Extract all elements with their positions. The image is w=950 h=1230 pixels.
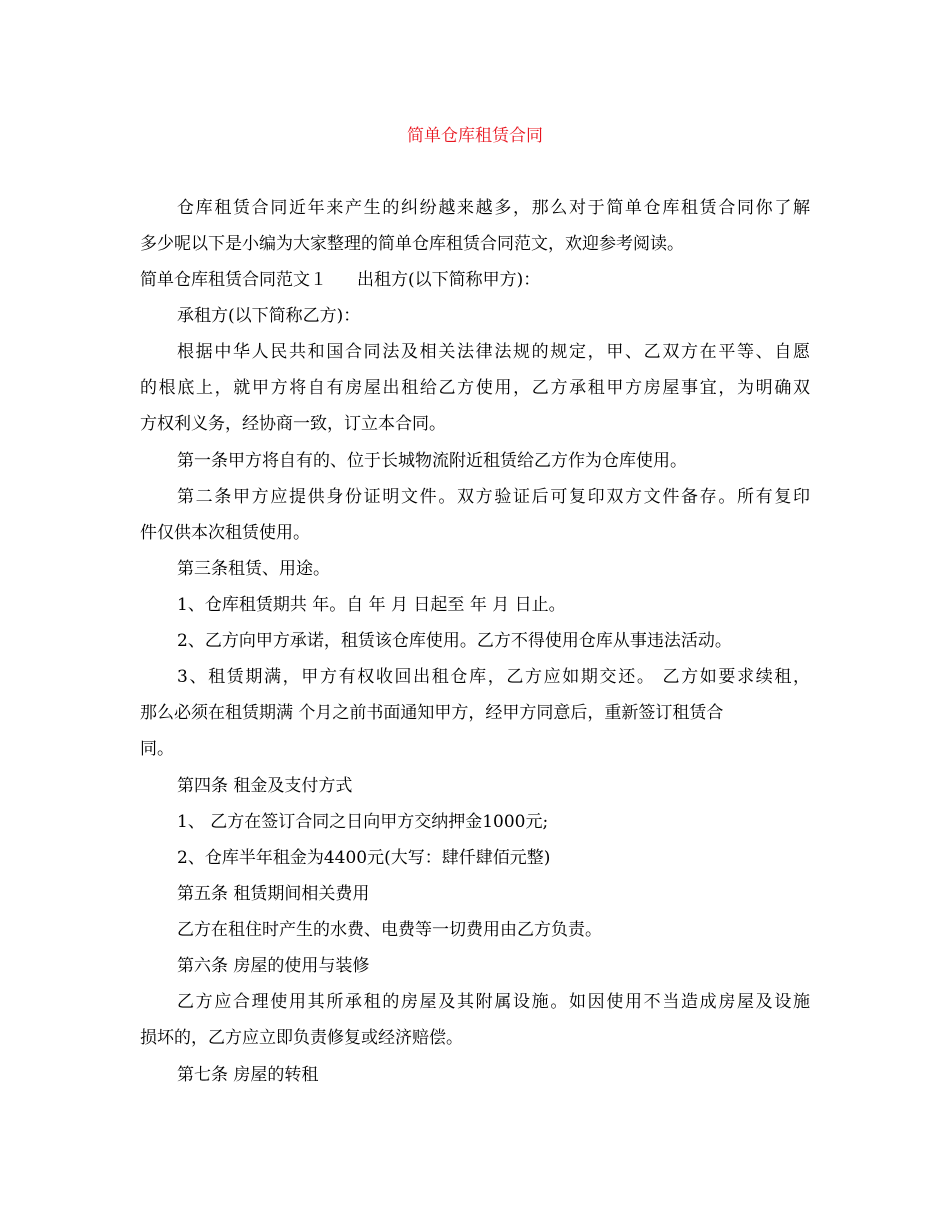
- lessor-label: 出租方(以下简称甲方)：: [357, 270, 541, 290]
- document-title: 简单仓库租赁合同: [407, 126, 543, 146]
- clause-line: 乙方在租住时产生的水费、电费等一切费用由乙方负责。: [177, 920, 602, 940]
- paragraph-line: 损坏的，乙方应立即负责修复或经济赔偿。: [140, 1028, 463, 1048]
- clause-line: 3、租赁期满，甲方有权收回出租仓库，乙方应如期交还。 乙方如要求续租，: [177, 667, 810, 687]
- article-heading: 第三条租赁、用途。: [177, 559, 330, 579]
- paragraph-line: 同。: [140, 739, 174, 759]
- paragraph-line: 仓库租赁合同近年来产生的纠纷越来越多，那么对于简单仓库租赁合同你了解: [177, 198, 810, 218]
- article-heading: 第七条 房屋的转租: [177, 1065, 319, 1085]
- paragraph-line: 方权利义务，经协商一致，订立本合同。: [140, 414, 446, 434]
- paragraph-line: 件仅供本次租赁使用。: [140, 523, 310, 543]
- lessee-label: 承租方(以下简称乙方)：: [177, 306, 361, 326]
- article-heading: 第六条 房屋的使用与装修: [177, 956, 370, 976]
- article-heading: 第五条 租赁期间相关费用: [177, 884, 370, 904]
- clause-line: 乙方应合理使用其所承租的房屋及其附属设施。如因使用不当造成房屋及设施: [177, 992, 810, 1012]
- paragraph-line: 的根底上，就甲方将自有房屋出租给乙方使用，乙方承租甲方房屋事宜，为明确双: [140, 378, 810, 398]
- paragraph-line: 那么必须在租赁期满 个月之前书面通知甲方，经甲方同意后，重新签订租赁合: [140, 703, 724, 723]
- clause-line: 1、 乙方在签订合同之日向甲方交纳押金1000元;: [177, 812, 549, 832]
- clause-line: 2、乙方向甲方承诺，租赁该仓库使用。乙方不得使用仓库从事违法活动。: [177, 631, 732, 651]
- article-heading: 第四条 租金及支付方式: [177, 776, 353, 796]
- clause-line: 2、仓库半年租金为4400元(大写：肆仟肆佰元整): [177, 848, 551, 868]
- section-heading-line: [140, 268, 540, 292]
- article-line: 第一条甲方将自有的、位于长城物流附近租赁给乙方作为仓库使用。: [177, 451, 687, 471]
- paragraph-line: 多少呢以下是小编为大家整理的简单仓库租赁合同范文，欢迎参考阅读。: [140, 234, 684, 254]
- sample-heading: 简单仓库租赁合同范文１: [140, 270, 327, 290]
- article-line: 第二条甲方应提供身份证明文件。双方验证后可复印双方文件备存。所有复印: [177, 487, 810, 507]
- paragraph-line: 根据中华人民共和国合同法及相关法律法规的规定，甲、乙双方在平等、自愿: [177, 342, 810, 362]
- clause-line: 1、仓库租赁期共 年。自 年 月 日起至 年 月 日止。: [177, 595, 566, 615]
